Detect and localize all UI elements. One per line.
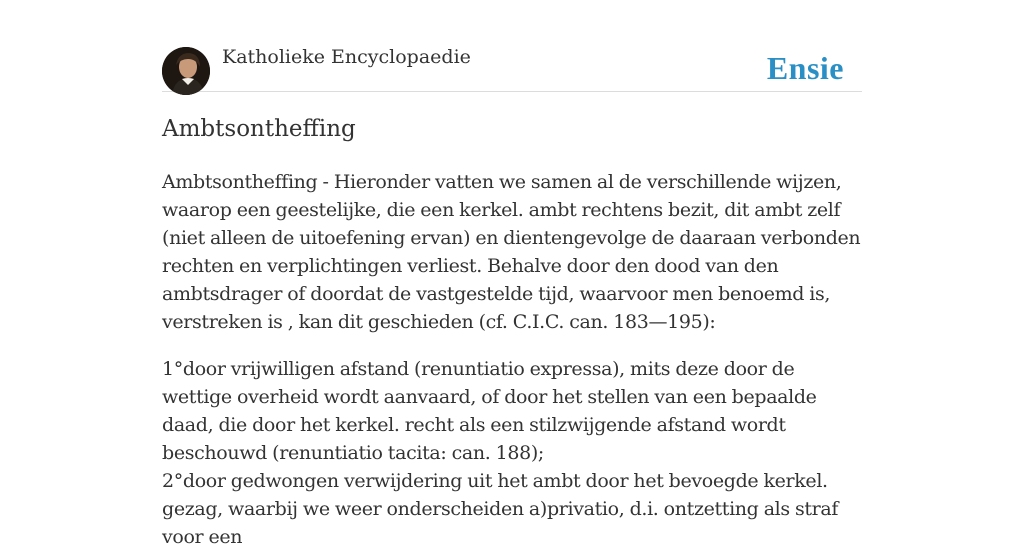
brand-logo[interactable]: Ensie [766, 50, 844, 86]
list-item: 1°door vrijwilligen afstand (renuntiatio expressa), mits deze door de wettige overheid wordt aanvaard, of door het stellen van een bepaalde daad, die door het kerkel. recht als een stilzwijgende afstand wordt beschouwd (renuntiatio tacita: can. 188); [162, 358, 817, 464]
site-name[interactable]: Katholieke Encyclopaedie [222, 46, 471, 68]
article-intro: Ambtsontheffing - Hieronder vatten we samen al de verschillende wijzen, waarop een geestelijke, die een kerkel. ambt rechtens bezit, dit ambt zelf (niet alleen de uitoefening ervan) en dientengevolge de daaraan verbonden rechten en verplichtingen verliest. Behalve door den dood van den ambtsdrager of doordat de vastgestelde tijd, waarvoor men benoemd is, verstreken is , kan dit geschieden (cf. C.I.C. can. 183—195): [162, 171, 861, 333]
avatar[interactable] [162, 47, 210, 95]
article-body [162, 168, 862, 551]
portrait-image [162, 47, 210, 95]
list-item: 2°door gedwongen verwijdering uit het ambt door het bevoegde kerkel. gezag, waarbij we weer onderscheiden a)privatio, d.i. ontzetting als straf voor een [162, 470, 839, 548]
site-header [162, 45, 862, 92]
article-title: Ambtsontheffing [162, 116, 356, 142]
